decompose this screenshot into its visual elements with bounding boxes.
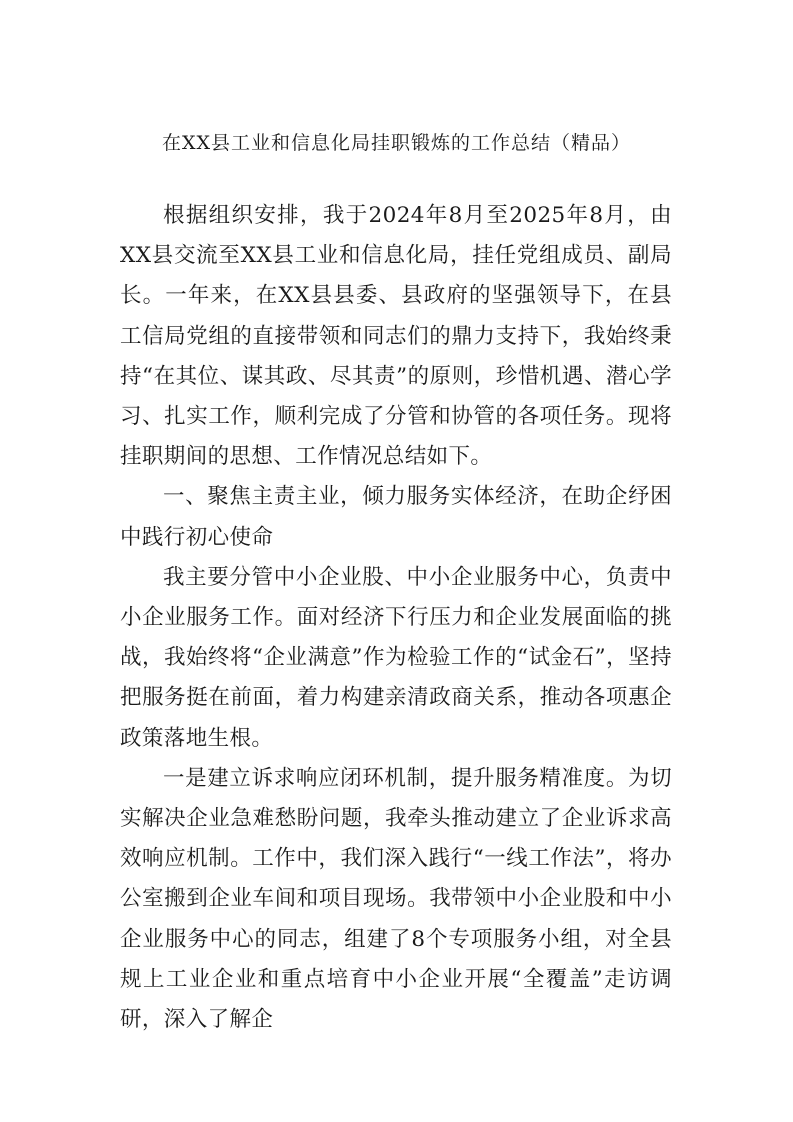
- section-heading-1: 一、聚焦主责主业，倾力服务实体经济，在助企纾困中践行初心使命: [120, 484, 672, 550]
- document-body: [120, 196, 672, 1040]
- document-title: 在XX县工业和信息化局挂职锻炼的工作总结（精品）: [161, 132, 632, 154]
- paragraph-point-1: 一是建立诉求响应闭环机制，提升服务精准度。为切实解决企业急难愁盼问题，我牵头推动建立了企业诉求高效响应机制。工作中，我们深入践行“一线工作法”，将办公室搬到企业车间和项目现场。我带领中小企业股和中小企业服务中心的同志，组建了8个专项服务小组，对全县规上工业企业和重点培育中小企业开展“全覆盖”走访调研，深入了解企: [120, 765, 672, 1033]
- paragraph-intro: 根据组织安排，我于2024年8月至2025年8月，由XX县交流至XX县工业和信息化局，挂任党组成员、副局长。一年来，在XX县县委、县政府的坚强领导下，在县工信局党组的直接带领和同志们的鼎力支持下，我始终秉持“在其位、谋其政、尽其责”的原则，珍惜机遇、潜心学习、扎实工作，顺利完成了分管和协管的各项任务。现将挂职期间的思想、工作情况总结如下。: [120, 203, 672, 470]
- paragraph-section-1: 我主要分管中小企业股、中小企业服务中心，负责中小企业服务工作。面对经济下行压力和企业发展面临的挑战，我始终将“企业满意”作为检验工作的“试金石”，坚持把服务挺在前面，着力构建亲清政商关系，推动各项惠企政策落地生根。: [120, 564, 672, 751]
